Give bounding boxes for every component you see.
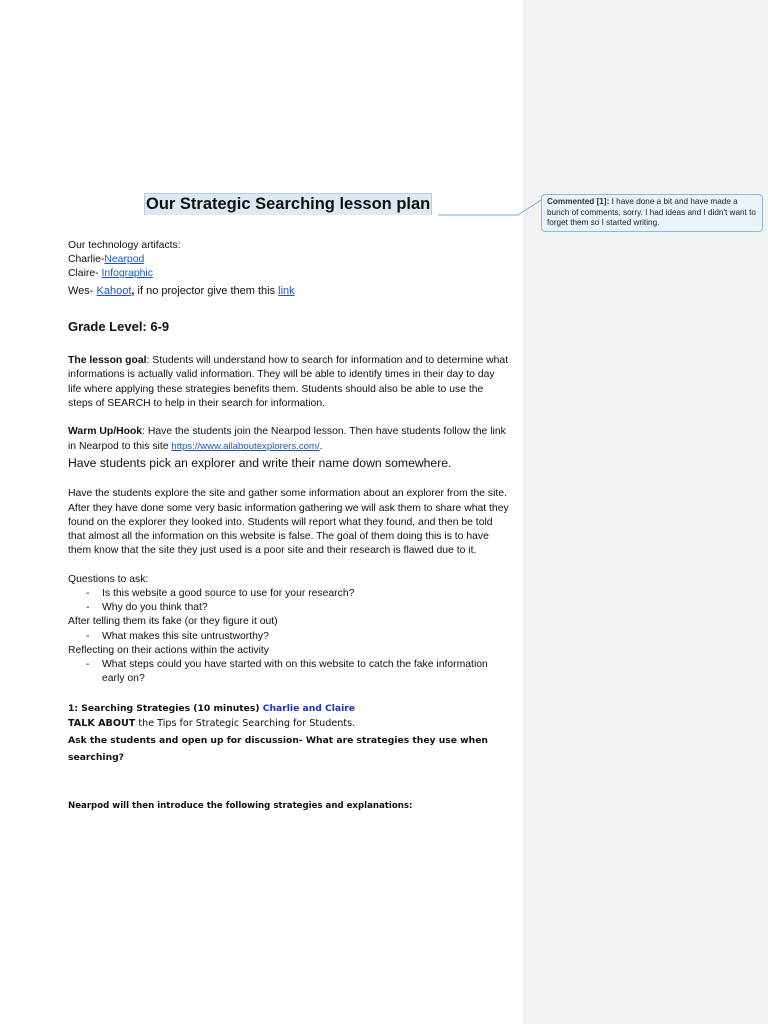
comment-margin-pane: [523, 0, 768, 1024]
comment-label: Commented [1]:: [547, 197, 610, 206]
ask-students-line-2: searching?: [68, 752, 125, 763]
ask-students-line-1: Ask the students and open up for discussion- What are strategies they use when: [68, 735, 488, 746]
lesson-goal-line-2: informations is actually valid information. They will be able to identify times in their day to day: [68, 369, 495, 380]
artifact-wes: Wes- Kahoot, if no projector give them this link: [68, 285, 295, 297]
nearpod-link[interactable]: Nearpod: [104, 254, 145, 265]
explore-paragraph-line-2: After they have done some very basic information gathering we will ask them to share what they: [68, 503, 509, 514]
allaboutexplorers-link[interactable]: https://www.allaboutexplorers.com/: [171, 441, 320, 452]
artifacts-heading: Our technology artifacts:: [68, 240, 181, 251]
infographic-link[interactable]: Infographic: [101, 268, 153, 279]
artifact-claire: Claire- Infographic: [68, 268, 153, 279]
reflecting-line: Reflecting on their actions within the activity: [68, 645, 269, 656]
lesson-goal-line-1: The lesson goal: Students will understand how to search for information and to determine what: [68, 355, 509, 366]
explore-paragraph-line-4: that almost all the information on this website is false. The goal of them doing this is to have: [68, 531, 489, 542]
explorer-instruction: Have students pick an explorer and write their name down somewhere.: [68, 456, 452, 470]
after-telling-line: After telling them its fake (or they figure it out): [68, 616, 278, 627]
strategies-heading: 1: Searching Strategies (10 minutes) Charlie and Claire: [68, 703, 356, 714]
kahoot-link[interactable]: Kahoot: [96, 285, 132, 297]
artifact-charlie: Charlie-Nearpod: [68, 254, 145, 265]
comment-balloon[interactable]: [541, 194, 763, 232]
explore-paragraph-line-5: them know that the site they just used is a poor site and their research is flawed due to it.: [68, 545, 477, 556]
warmup-line-2: in Nearpod to this site https://www.allaboutexplorers.com/.: [68, 441, 323, 452]
explore-paragraph-line-3: found on the explorer they looked into. Students will report what they found, and then be told: [68, 517, 493, 528]
presenters-label: Charlie and Claire: [262, 703, 356, 714]
talk-about-line: TALK ABOUT the Tips for Strategic Searching for Students.: [68, 718, 356, 729]
projector-link[interactable]: link: [278, 285, 295, 297]
nearpod-strategies-line: Nearpod will then introduce the following strategies and explanations:: [68, 801, 413, 811]
lesson-goal-line-4: steps of SEARCH to help in their search for information.: [68, 398, 325, 409]
comment-text: I have done a bit and have made a bunch of comments, sorry. I had ideas and I didn't want to forget them so I started writing.: [547, 197, 756, 227]
explore-paragraph-line-1: Have the students explore the site and gather some information about an explorer from the site.: [68, 488, 507, 499]
lesson-goal-line-3: life where applying these strategies benefits them. Students should also be able to use the: [68, 384, 484, 395]
grade-level-heading: Grade Level: 6-9: [68, 319, 170, 334]
warmup-line-1: Warm Up/Hook: Have the students join the Nearpod lesson. Then have students follow the link: [68, 426, 506, 437]
questions-heading: Questions to ask:: [68, 574, 149, 585]
document-title: Our Strategic Searching lesson plan: [146, 195, 431, 213]
